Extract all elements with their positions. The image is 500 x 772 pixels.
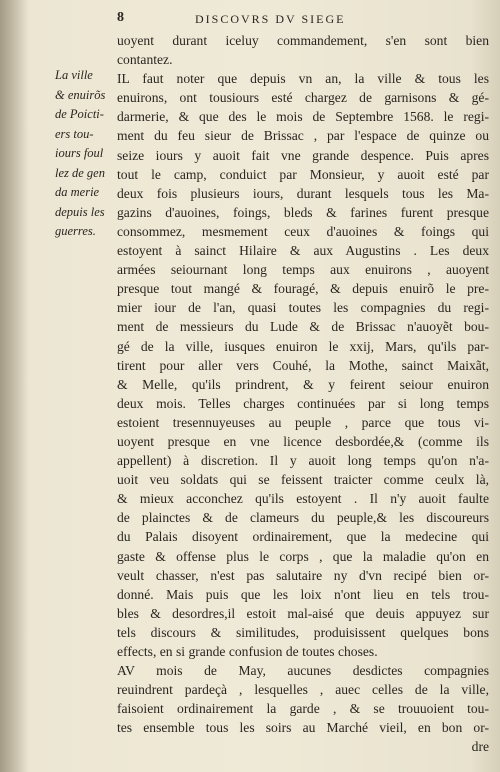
text-line: consommez, mesmement ceux d'auoines & foings qui: [117, 223, 489, 239]
margin-note-line: La ville: [55, 68, 93, 82]
margin-note-line: iours foul: [55, 146, 104, 160]
margin-note-line: lez de gen: [55, 165, 105, 180]
text-line: faisoient ordinairement la garde , & se trouuoient tou-: [117, 701, 489, 717]
margin-note-line: ers tou-: [55, 126, 94, 141]
text-line: veult chasser, n'est pas salutaire ny d'vn recipé bien or-: [117, 567, 489, 583]
text-line: & Melle, qu'ils prindrent, & y feirent seiour enuiron: [117, 376, 489, 392]
text-line: ment de messieurs du Lude & de Brissac n'auoyẽt bou-: [117, 319, 489, 335]
margin-note-line: de Poicti-: [55, 107, 104, 121]
text-line: gé de la ville, iusques enuiron le xxij, Mars, qu'ils par-: [117, 338, 489, 354]
text-line: tes ensemble tous les soirs au Marché vieil, en bon or-: [117, 720, 489, 736]
text-line: gazins d'auoines, foings, bleds & farines furent presque: [117, 204, 489, 220]
text-line: armées seiournant long temps aux enuirons , auoyent: [117, 262, 489, 278]
text-line: uoit veu soldats qui se feissent traicter comme ceulx là,: [117, 472, 489, 488]
text-line: bles & desordres,il estoit mal-aisé que deuis appuyez sur: [117, 605, 489, 621]
margin-note-line: da merie: [55, 185, 100, 199]
text-line: appellent) à discretion. Il y auoit long temps qu'on n'a-: [117, 453, 489, 469]
text-line: tels discours & similitudes, produisissent quelques bons: [117, 624, 489, 640]
text-line: deux fois plusieurs iours, durant lesquels tous les Ma-: [117, 185, 489, 201]
text-line: gaste & offense plus le corps , que la maladie qu'on en: [117, 548, 489, 564]
text-line: effects, en si grande confusion de toutes choses.: [117, 644, 378, 659]
text-line: AV mois de May, aucunes desdictes compagnies: [117, 663, 489, 679]
text-line: & mieux acconchez qu'ils estoyent . Il n'y auoit faulte: [117, 491, 489, 507]
text-line: mier iour de l'an, quasi toutes les compagnies du regi-: [117, 300, 489, 316]
text-line: ment du feu sieur de Brissac , par l'espace de quinze ou: [117, 128, 489, 144]
margin-note-line: guerres.: [55, 224, 96, 238]
text-line: enuirons, ont tousiours esté chargez de garnisons & gé-: [117, 90, 489, 106]
text-line: estoient tresennuyeuses au peuple , parce que tous vi-: [117, 414, 489, 430]
text-line: presque tout mangé & fouragé, & depuis enuirõ le pre-: [117, 281, 489, 297]
margin-note-line: depuis les: [55, 204, 105, 219]
text-line: donné. Mais puis que les loix n'ont lieu en tels trou-: [117, 586, 489, 602]
text-line: du Palais disoyent ordinairement, que la medecine qui: [117, 529, 489, 545]
text-line: de plainctes & de clameurs du peuple,& les discoureurs: [117, 510, 489, 526]
text-line: uoyent durant iceluy commandement, s'en sont bien: [117, 33, 489, 48]
text-line: tirent pour aller vers Couhé, la Mothe, sainct Maixãt,: [117, 357, 489, 373]
body-text: [117, 31, 489, 757]
catchword: dre: [471, 739, 489, 755]
text-line: IL faut noter que depuis vn an, la ville & tous les: [117, 71, 489, 87]
text-line: uoyent presque en vne licence desbordée,& (comme ils: [117, 433, 489, 449]
text-line: deux mois. Telles charges continuées par si long temps: [117, 395, 489, 411]
page-spine-shadow: [0, 0, 28, 772]
text-line: contantez.: [117, 52, 173, 68]
margin-note: [55, 66, 115, 242]
text-line: darmerie, & que des le mois de Septembre 1568. le regi-: [117, 109, 489, 125]
page-number: 8: [117, 10, 124, 25]
text-line: estoyent à sainct Hilaire & aux Augustins . Les deux: [117, 243, 489, 259]
text-line: tout le camp, conduict par Monsieur, y auoit esté par: [117, 166, 489, 182]
margin-note-line: & enuirõs: [55, 87, 106, 102]
running-head: DISCOVRS DV SIEGE: [195, 12, 346, 26]
text-line: reuindrent pardeçà , lesquelles , auec celles de la ville,: [117, 682, 489, 698]
text-line: seize iours y auoit fait vne grande despence. Puis apres: [117, 147, 489, 163]
